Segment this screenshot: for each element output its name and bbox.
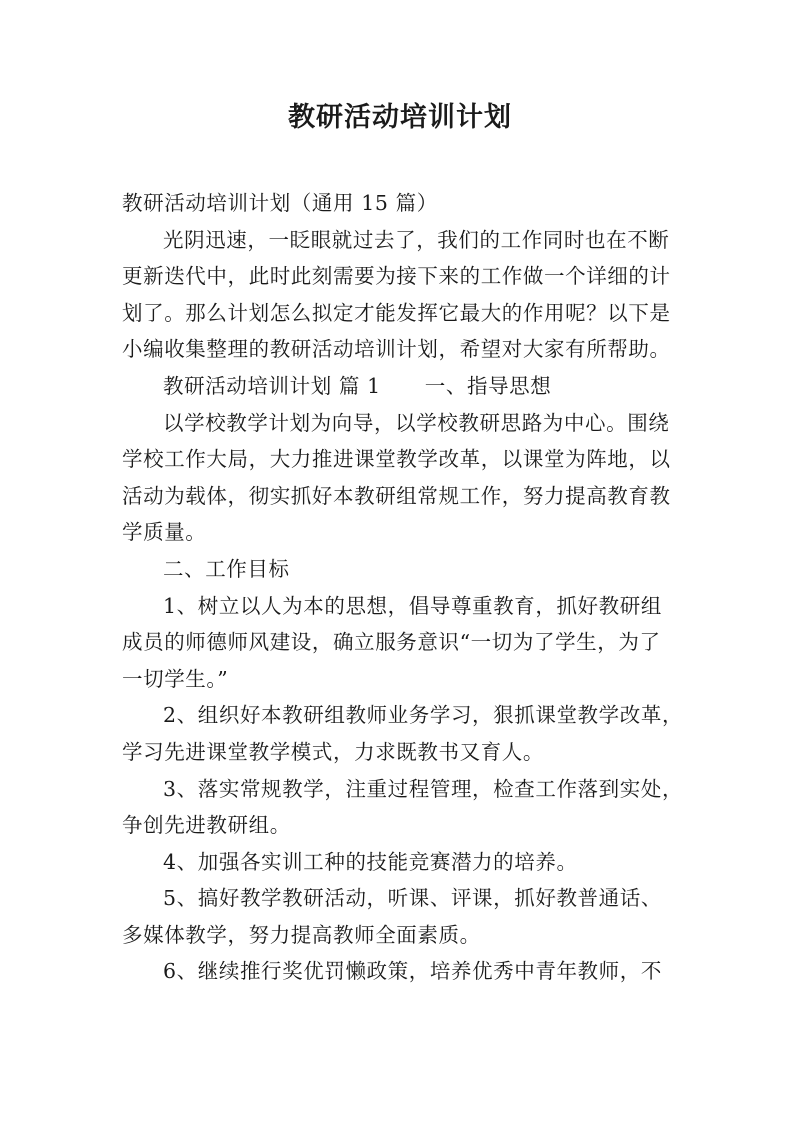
list-item-line: 6、继续推行奖优罚懒政策，培养优秀中青年教师，不 — [163, 959, 662, 984]
list-item-line: 5、搞好教学教研活动，听课、评课，抓好教普通话、 — [163, 886, 662, 911]
paragraph-line: 一切学生。” — [122, 666, 229, 691]
paragraph-line: 更新迭代中，此时此刻需要为接下来的工作做一个详细的计 — [122, 264, 671, 289]
paragraph-line: 以学校教学计划为向导，以学校教研思路为中心。围绕 — [163, 410, 670, 435]
paragraph-line: 成员的师德师风建设，确立服务意识“一切为了学生，为了 — [122, 630, 661, 655]
paragraph-line: 学习先进课堂教学模式，力求既教书又育人。 — [122, 739, 544, 764]
subtitle-line: 教研活动培训计划（通用 15 篇） — [122, 191, 438, 215]
paragraph-line: 小编收集整理的教研活动培训计划，希望对大家有所帮助。 — [122, 337, 671, 362]
paragraph-line: 划了。那么计划怎么拟定才能发挥它最大的作用呢？以下是 — [122, 300, 671, 325]
document-body — [122, 185, 682, 990]
list-item-line: 4、加强各实训工种的技能竞赛潜力的培养。 — [163, 849, 578, 874]
paragraph-line: 活动为载体，彻实抓好本教研组常规工作，努力提高教育教 — [122, 483, 671, 508]
paragraph-line: 多媒体教学，努力提高教师全面素质。 — [122, 922, 481, 947]
paragraph-line: 学校工作大局，大力推进课堂教学改革，以课堂为阵地，以 — [122, 447, 671, 472]
section-title: 教研活动培训计划 篇 1 — [163, 373, 381, 398]
list-item-line: 3、落实常规教学，注重过程管理，检查工作落到实处， — [163, 776, 684, 801]
document-title: 教研活动培训计划 — [288, 102, 512, 133]
subheading-line: 二、工作目标 — [163, 556, 290, 581]
paragraph-line: 光阴迅速，一眨眼就过去了，我们的工作同时也在不断 — [163, 227, 670, 252]
section-subheading: 一、指导思想 — [424, 373, 552, 398]
paragraph-line: 争创先进教研组。 — [122, 813, 291, 838]
list-item-line: 2、组织好本教研组教师业务学习，狠抓课堂教学改革， — [163, 703, 684, 728]
paragraph-line: 学质量。 — [122, 520, 207, 545]
list-item-line: 1、树立以人为本的思想，倡导尊重教育，抓好教研组 — [163, 593, 662, 618]
section-heading-line — [122, 368, 682, 405]
